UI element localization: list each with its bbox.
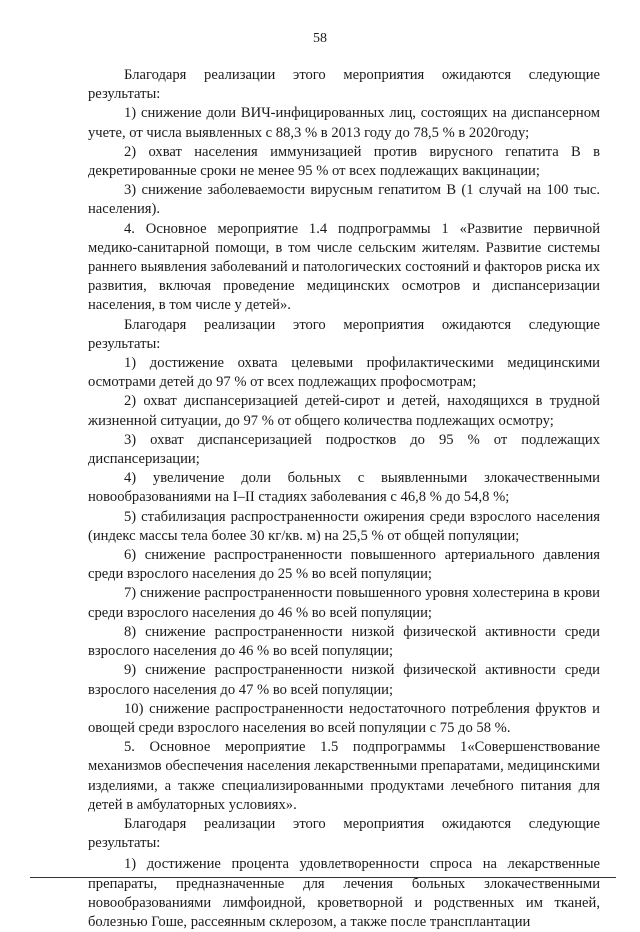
paragraph: 2) охват населения иммунизацией против вирусного гепатита В в декретированные сроки не менее 95 % от всех подлежащих вакцинации; xyxy=(88,143,600,180)
paragraph: 1) достижение процента удовлетворенности спроса на лекарственные препараты, предназначенные для лечения больных злокачественными новообразованиями лимфоидной, кроветворной и родственных им тканей, болезнью Гоше, рассеянным склерозом, а также после трансплантации xyxy=(88,856,600,930)
paragraph: Благодаря реализации этого мероприятия ожидаются следующие результаты: xyxy=(88,316,600,352)
paragraph: 7) снижение распространенности повышенного уровня холестерина в крови среди взрослого населения до 46 % во всей популяции; xyxy=(88,585,600,621)
footer-rule xyxy=(30,877,616,878)
paragraph: 8) снижение распространенности низкой физической активности среди взрослого населения до 46 % во всей популяции; xyxy=(88,623,600,660)
paragraph: 9) снижение распространенности низкой физической активности среди взрослого населения до 47 % во всей популяции; xyxy=(88,662,600,698)
paragraph: 6) снижение распространенности повышенного артериального давления среди взрослого населения до 25 % во всей популяции; xyxy=(88,547,600,583)
paragraph: 4) увеличение доли больных с выявленными злокачественными новообразованиями на I–II стадиях заболевания с 46,8 % до 54,8 %; xyxy=(88,470,600,506)
paragraph: 5. Основное мероприятие 1.5 подпрограммы 1«Совершенствование механизмов обеспечения населения лекарственными препаратами, медицинскими изделиями, а также специализированными продуктами лечебного питания для детей в амбулаторных условиях». xyxy=(88,739,600,813)
paragraph: 3) охват диспансеризацией подростков до 95 % от подлежащих диспансеризации; xyxy=(88,431,600,468)
paragraph: 3) снижение заболеваемости вирусным гепатитом В (1 случай на 100 тыс. населения). xyxy=(88,182,600,218)
paragraph: Благодаря реализации этого мероприятия ожидаются следующие результаты: xyxy=(88,815,600,852)
paragraph: Благодаря реализации этого мероприятия ожидаются следующие результаты: xyxy=(88,67,600,103)
paragraph: 5) стабилизация распространенности ожирения среди взрослого населения (индекс массы тела более 30 кг/кв. м) на 25,5 % от общей популяции; xyxy=(88,508,600,544)
page-number: 58 xyxy=(313,31,327,46)
paragraph: 4. Основное мероприятие 1.4 подпрограммы 1 «Развитие первичной медико-санитарной помощи, в том числе сельским жителям. Развитие системы раннего выявления заболеваний и патологических состояний и факторов риска их развития, включая проведение медицинских осмотров и диспансеризации населения, в том числе у детей». xyxy=(88,220,600,314)
paragraph: 1) достижение охвата целевыми профилактическими медицинскими осмотрами детей до 97 % от всех подлежащих профосмотрам; xyxy=(88,355,600,391)
document-body xyxy=(88,66,600,932)
paragraph: 1) снижение доли ВИЧ-инфицированных лиц, состоящих на диспансерном учете, от числа выявленных с 88,3 % в 2013 году до 78,5 % в 2020году; xyxy=(88,105,600,141)
paragraph: 2) охват диспансеризацией детей-сирот и детей, находящихся в трудной жизненной ситуации, до 97 % от общего количества подлежащих осмотру; xyxy=(88,393,600,429)
paragraph: 10) снижение распространенности недостаточного потребления фруктов и овощей среди взрослого населения во всей популяции с 75 до 58 %. xyxy=(88,700,600,736)
